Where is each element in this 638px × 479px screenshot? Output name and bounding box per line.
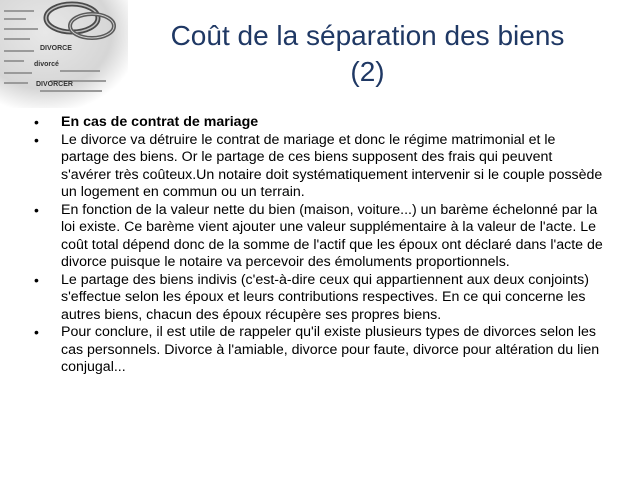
- bullet-icon: •: [34, 201, 39, 218]
- bullet-icon: •: [34, 114, 39, 130]
- slide-title-line2: (2): [350, 56, 385, 87]
- list-item-text: En cas de contrat de mariage: [61, 114, 259, 130]
- bullet-icon: •: [34, 324, 39, 340]
- wedding-rings-dictionary-image: [0, 0, 128, 108]
- wedding-rings-icon: [0, 0, 128, 108]
- bullet-list: [34, 114, 604, 377]
- list-item: [34, 272, 604, 325]
- word-divorce: DIVORCE: [40, 45, 72, 52]
- slide-title: [110, 18, 625, 90]
- bullet-icon: •: [34, 271, 39, 288]
- list-item: [34, 114, 604, 132]
- list-item-text: Le partage des biens indivis (c'est-à-dire ceux qui appartiennent aux deux conjoints) s'effectue selon les époux et leurs contributions respectives. En ce qui concerne les autres biens, chacun des époux récupère ses propres biens.: [61, 271, 589, 323]
- word-divorcer: DIVORCER: [36, 81, 73, 88]
- list-item-text: Pour conclure, il est utile de rappeler qu'il existe plusieurs types de divorces selon les cas personnels. Divorce à l'amiable, divorce pour faute, divorce pour altération du lien conjugal...: [61, 324, 600, 375]
- bullet-icon: •: [34, 131, 39, 148]
- list-item-text: Le divorce va détruire le contrat de mariage et donc le régime matrimonial et le partage des biens. Or le partage de ces biens supposent des frais qui peuvent s'avérer très coûteux.Un notaire doit systématiquement intervenir si le couple possède un logement en commun ou un terrain.: [61, 131, 603, 200]
- slide-title-line1: Coût de la séparation des biens: [170, 20, 565, 51]
- list-item: [34, 324, 604, 377]
- list-item-text: En fonction de la valeur nette du bien (maison, voiture...) un barème échelonné par la loi existe. Ce barème vient ajouter une valeur supplémentaire à la valeur de l'acte. Le coût total dépend donc de la somme de l'actif que les époux ont déclaré dans l'acte de divorce puisque le notaire va percevoir des émoluments proportionnels.: [61, 201, 603, 270]
- list-item: [34, 132, 604, 202]
- list-item: [34, 202, 604, 272]
- word-divorcee: divorcé: [34, 61, 59, 68]
